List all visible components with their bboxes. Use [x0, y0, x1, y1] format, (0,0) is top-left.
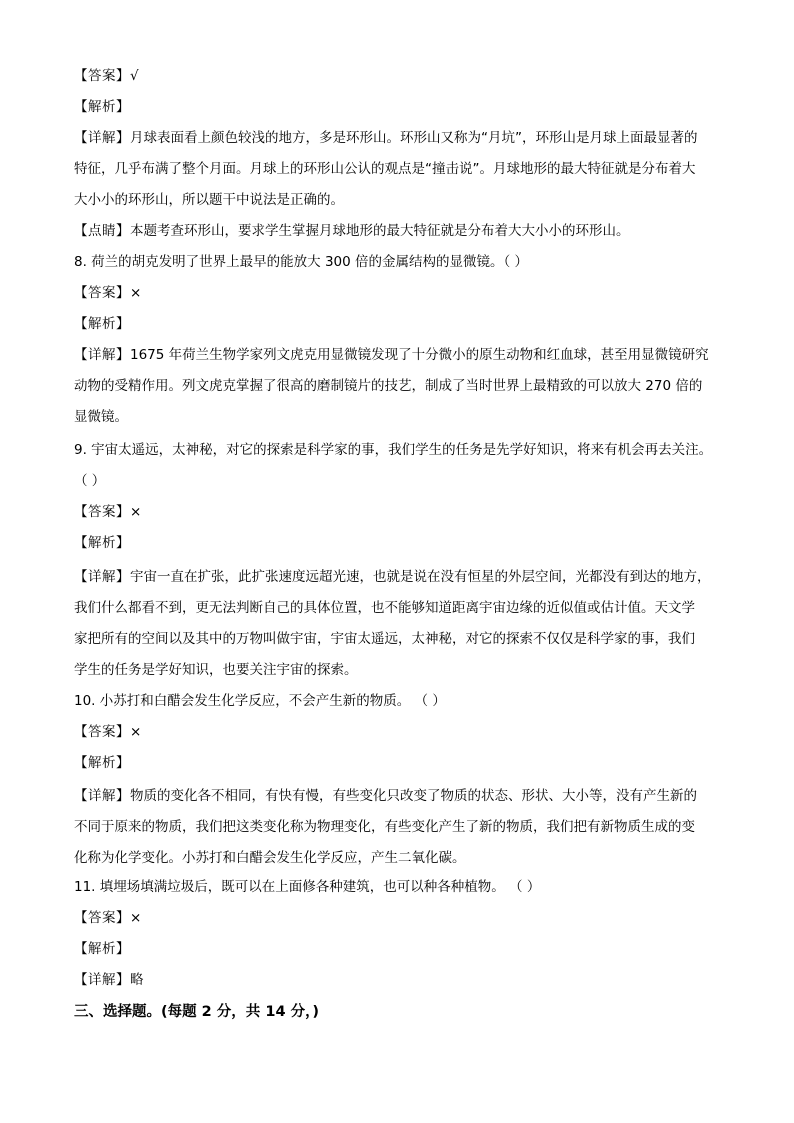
analysis-label: 【解析】 [74, 99, 130, 115]
q10-detail-line-2: 不同于原来的物质，我们把这类变化称为物理变化，有些变化产生了新的物质，我们把有新物质生成的变 [74, 819, 695, 835]
answer-value: × [130, 504, 142, 520]
analysis-label: 【解析】 [74, 941, 130, 957]
analysis-label: 【解析】 [74, 535, 130, 551]
q11-analysis [74, 939, 724, 959]
section-heading: 三、选择题。(每题 2 分，共 14 分，) [74, 1004, 319, 1020]
q8-analysis [74, 314, 724, 334]
answer-value: √ [130, 68, 139, 84]
detail-label: 【详解】 [74, 972, 130, 988]
analysis-label: 【解析】 [74, 316, 130, 332]
q7-answer [74, 66, 724, 86]
q9-detail-line-3: 家把所有的空间以及其中的万物叫做宇宙，宇宙太遥远，太神秘，对它的探索不仅仅是科学家的事，我们 [74, 631, 695, 647]
q9-analysis [74, 533, 724, 553]
answer-label: 【答案】 [74, 285, 130, 301]
detail-label: 【详解】 [74, 130, 130, 146]
q9-detail-line-4: 学生的任务是学好知识，也要关注宇宙的探索。 [74, 662, 358, 678]
q10-detail-line-1: 【详解】物质的变化各不相同，有快有慢，有些变化只改变了物质的状态、形状、大小等，没有产生新的 [74, 788, 697, 804]
answer-label: 【答案】 [74, 68, 130, 84]
answer-value: × [130, 724, 142, 740]
answer-value: × [130, 910, 142, 926]
q9-question-line-1: 9. 宇宙太遥远，太神秘，对它的探索是科学家的事，我们学生的任务是先学好知识，将来有机会再去关注。 [74, 442, 713, 458]
q7-detail-line-3: 大小小的环形山，所以题干中说法是正确的。 [74, 192, 344, 208]
q9-detail-line-2: 我们什么都看不到，更无法判断自己的具体位置，也不能够知道距离宇宙边缘的近似值或估计值。天文学 [74, 600, 695, 616]
q7-analysis [74, 97, 724, 117]
q8-detail-line-2: 动物的受精作用。列文虎克掌握了很高的磨制镜片的技艺，制成了当时世界上最精致的可以放大 270 倍的 [74, 378, 703, 394]
comment-label: 【点睛】 [74, 223, 130, 239]
answer-label: 【答案】 [74, 910, 130, 926]
answer-value: × [130, 285, 142, 301]
q10-question: 10. 小苏打和白醋会发生化学反应，不会产生新的物质。 （ ） [74, 693, 446, 709]
detail-label: 【详解】 [74, 569, 130, 585]
q9-answer [74, 502, 724, 522]
q11-question: 11. 填埋场填满垃圾后，既可以在上面修各种建筑，也可以种各种植物。 （ ） [74, 879, 541, 895]
q8-question: 8. 荷兰的胡克发明了世界上最早的能放大 300 倍的金属结构的显微镜。（ ） [74, 254, 529, 270]
q7-detail-line-1: 【详解】月球表面看上颜色较浅的地方，多是环形山。环形山又称为“月坑”，环形山是月球上面最显著的 [74, 130, 698, 146]
q8-detail-line-1: 【详解】1675 年荷兰生物学家列文虎克用显微镜发现了十分微小的原生动物和红血球，甚至用显微镜研究 [74, 347, 709, 363]
q10-answer [74, 722, 724, 742]
answer-label: 【答案】 [74, 504, 130, 520]
q9-question-line-2: （ ） [74, 473, 106, 489]
q10-detail-line-3: 化称为化学变化。小苏打和白醋会发生化学反应，产生二氧化碳。 [74, 850, 466, 866]
q7-detail-line-2: 特征，几乎布满了整个月面。月球上的环形山公认的观点是“撞击说”。月球地形的最大特征就是分布着大 [74, 161, 696, 177]
q10-analysis [74, 753, 724, 773]
q8-answer [74, 283, 724, 303]
q11-answer [74, 908, 724, 928]
answer-label: 【答案】 [74, 724, 130, 740]
analysis-label: 【解析】 [74, 755, 130, 771]
detail-label: 【详解】 [74, 347, 130, 363]
q8-detail-line-3: 显微镜。 [74, 409, 128, 425]
q7-comment: 【点睛】本题考查环形山，要求学生掌握月球地形的最大特征就是分布着大大小小的环形山。 [74, 223, 630, 239]
q9-detail-line-1: 【详解】宇宙一直在扩张，此扩张速度远超光速，也就是说在没有恒星的外层空间，光都没有到达的地方， [74, 569, 711, 585]
detail-label: 【详解】 [74, 788, 130, 804]
q11-detail: 【详解】略 [74, 972, 144, 988]
